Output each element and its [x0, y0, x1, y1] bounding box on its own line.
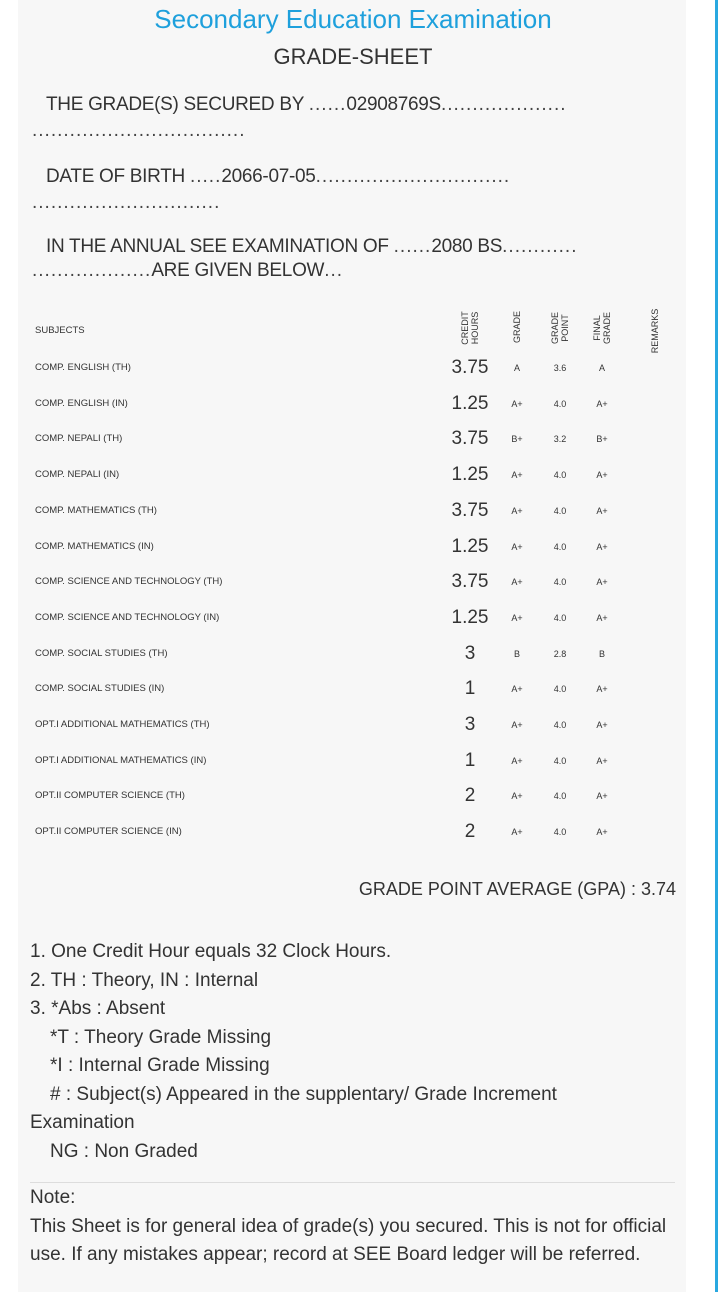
credit-hours: 1 — [464, 749, 476, 771]
grade: A+ — [511, 827, 523, 838]
dots: .............................. — [32, 192, 221, 213]
subject-name: COMP. ENGLISH (IN) — [35, 397, 128, 409]
grade: A+ — [511, 684, 523, 695]
grade: A+ — [511, 577, 523, 588]
grade: A+ — [511, 791, 523, 802]
subject-name: OPT.I ADDITIONAL MATHEMATICS (TH) — [35, 719, 210, 730]
note-item: 1. One Credit Hour equals 32 Clock Hours. — [30, 941, 392, 962]
final-grade: A — [598, 363, 605, 373]
col-credit-hours: CREDIT HOURS — [460, 311, 480, 345]
dob-value: 2066-07-05 — [221, 166, 316, 187]
grade-point: 4.0 — [553, 505, 567, 516]
final-grade: A+ — [596, 398, 608, 409]
table-row — [0, 464, 680, 504]
scrollbar[interactable] — [715, 0, 718, 1292]
final-grade: B — [598, 648, 605, 659]
grade-point: 4.0 — [553, 612, 567, 623]
credit-hours: 1.25 — [451, 535, 489, 557]
table-row — [0, 499, 680, 540]
subject-name: COMP. MATHEMATICS (IN) — [35, 540, 154, 552]
grade: A+ — [511, 755, 523, 766]
note-item: # : Subject(s) Appeared in the supplentary/ Grade Increment — [50, 1083, 557, 1105]
col-grade-point: GRADE POINT — [550, 312, 570, 345]
grade-point: 4.0 — [553, 541, 567, 552]
table-row — [0, 392, 680, 433]
grade: A+ — [511, 505, 523, 516]
table-row — [0, 428, 680, 468]
credit-hours: 3.75 — [451, 428, 489, 450]
note-item: Examination — [30, 1112, 135, 1133]
note-item: 2. TH : Theory, IN : Internal — [30, 969, 259, 991]
grade-point: 4.0 — [553, 577, 567, 588]
credit-hours: 1.25 — [451, 464, 489, 486]
divider — [30, 1182, 675, 1183]
final-grade: A+ — [596, 755, 608, 766]
final-grade: A+ — [596, 505, 608, 516]
col-remarks: REMARKS — [650, 308, 660, 354]
symbol-number: 02908769S — [346, 94, 441, 115]
exam-label: IN THE ANNUAL SEE EXAMINATION OF — [46, 236, 389, 257]
exam-title: Secondary Education Examination — [154, 4, 552, 34]
grade-point: 3.2 — [553, 434, 567, 445]
secured-by-line: THE GRADE(S) SECURED BY ......02908769S.................... — [46, 94, 567, 115]
note-item: *T : Theory Grade Missing — [50, 1026, 272, 1048]
grade: A+ — [511, 612, 523, 623]
note-title: Note: — [30, 1187, 76, 1208]
credit-hours: 2 — [464, 821, 476, 843]
grade: B+ — [511, 434, 523, 445]
final-grade: A+ — [596, 612, 608, 623]
final-grade: A+ — [596, 470, 608, 481]
table-row — [0, 714, 680, 754]
grade: A+ — [511, 398, 523, 409]
table-row — [0, 535, 680, 576]
given-below: ARE GIVEN BELOW — [151, 260, 325, 281]
dob-line: DATE OF BIRTH .....2066-07-05............................... — [46, 166, 511, 187]
credit-hours: 1 — [464, 678, 476, 700]
legend-notes — [30, 938, 670, 1166]
note-item: *I : Internal Grade Missing — [50, 1055, 270, 1076]
secured-label: THE GRADE(S) SECURED BY — [46, 94, 304, 115]
dob-label: DATE OF BIRTH — [46, 166, 185, 187]
table-row — [0, 678, 680, 718]
grade: A+ — [511, 720, 523, 730]
final-grade: A+ — [596, 827, 608, 838]
final-grade: A+ — [596, 720, 608, 730]
grade-point: 4.0 — [553, 398, 567, 409]
final-grade: A+ — [596, 541, 608, 552]
table-row — [0, 571, 680, 611]
credit-hours: 3 — [464, 642, 476, 664]
note-item: NG : Non Graded — [50, 1140, 198, 1162]
note-item: 3. *Abs : Absent — [30, 998, 166, 1019]
grade: B — [513, 648, 520, 659]
note-body: This Sheet is for general idea of grade(s) you secured. This is not for official use. If any mistakes appear; record at SEE Board ledger will be referred. — [30, 1215, 667, 1265]
subject-name: COMP. NEPALI (TH) — [35, 433, 123, 445]
grade-point: 4.0 — [553, 791, 567, 802]
final-grade: B+ — [596, 434, 608, 445]
grade-point: 3.6 — [553, 363, 567, 373]
col-final-grade: FINAL GRADE — [592, 312, 612, 345]
subject-name: COMP. SOCIAL STUDIES (TH) — [35, 647, 168, 659]
subject-name: COMP. MATHEMATICS (TH) — [35, 504, 157, 516]
table-row — [0, 821, 680, 861]
subject-name: OPT.II COMPUTER SCIENCE (TH) — [35, 790, 185, 802]
table-row — [0, 749, 680, 790]
final-grade: A+ — [596, 577, 608, 588]
subject-name: COMP. SOCIAL STUDIES (IN) — [35, 683, 165, 695]
grade: A+ — [511, 470, 523, 481]
subject-name: COMP. ENGLISH (TH) — [35, 362, 131, 373]
final-grade: A+ — [596, 684, 608, 695]
subject-name: OPT.II COMPUTER SCIENCE (IN) — [35, 826, 182, 838]
subject-name: COMP. NEPALI (IN) — [35, 469, 120, 481]
grade-sheet-heading: GRADE-SHEET — [273, 44, 433, 69]
gpa: GRADE POINT AVERAGE (GPA) : 3.74 — [358, 879, 676, 899]
subject-name: COMP. SCIENCE AND TECHNOLOGY (IN) — [35, 611, 220, 623]
exam-year: 2080 BS — [431, 236, 503, 257]
table-row — [0, 357, 680, 397]
credit-hours: 3.75 — [451, 499, 489, 521]
credit-hours: 1.25 — [451, 606, 489, 628]
final-grade: A+ — [596, 791, 608, 802]
table-row — [0, 642, 680, 683]
grade-point: 4.0 — [553, 720, 567, 730]
grade-point: 4.0 — [553, 470, 567, 481]
col-subjects: SUBJECTS — [35, 325, 85, 336]
exam-line: IN THE ANNUAL SEE EXAMINATION OF ......2080 BS............ — [46, 236, 578, 257]
table-row — [0, 606, 680, 647]
grade-point: 4.0 — [553, 684, 567, 695]
credit-hours: 2 — [464, 785, 476, 807]
grade-point: 2.8 — [553, 648, 567, 659]
col-grade: GRADE — [512, 311, 522, 344]
credit-hours: 1.25 — [451, 392, 489, 414]
credit-hours: 3 — [464, 714, 476, 735]
grade: A — [513, 363, 520, 373]
subject-name: COMP. SCIENCE AND TECHNOLOGY (TH) — [35, 576, 223, 588]
credit-hours: 3.75 — [451, 571, 489, 593]
table-row — [0, 785, 680, 825]
grade: A+ — [511, 541, 523, 552]
dots: .................................. — [32, 120, 246, 141]
subject-name: OPT.I ADDITIONAL MATHEMATICS (IN) — [35, 754, 207, 766]
given-below-line: ...................ARE GIVEN BELOW... — [32, 260, 344, 281]
grade-point: 4.0 — [553, 755, 567, 766]
credit-hours: 3.75 — [451, 357, 489, 378]
grade-point: 4.0 — [553, 827, 567, 838]
disclaimer — [30, 1184, 670, 1270]
